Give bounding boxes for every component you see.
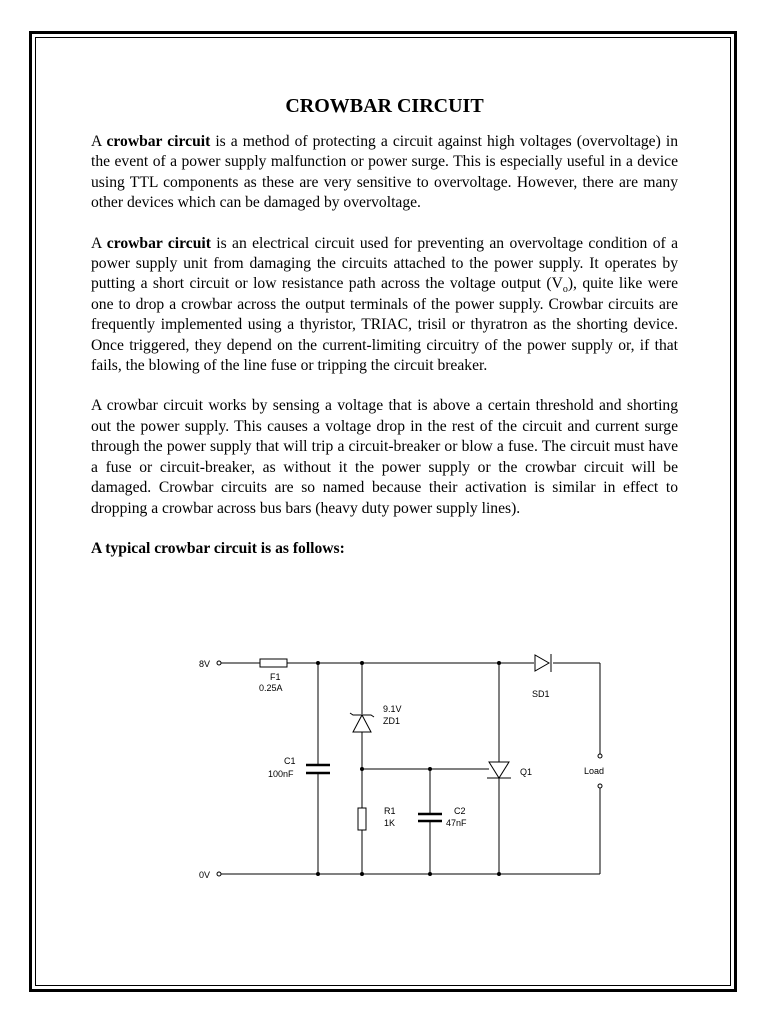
paragraph-3: A crowbar circuit works by sensing a voltage that is above a certain threshold and shorting out the power supply. This causes a voltage drop in the rest of the circuit and current surge through the power supply that will trip a circuit-breaker or blow a fuse. The circuit must have a fuse or circuit-breaker, as without it the power supply or the crowbar circuit will be damaged. Crowbar circuits are so named because their activation is similar in effect to dropping a crowbar across bus bars (heavy duty power supply lines). <box>91 397 678 517</box>
label-c2-name: C2 <box>454 806 466 816</box>
label-zener-value: 9.1V <box>383 704 402 714</box>
junction-dot <box>316 661 320 665</box>
label-0v: 0V <box>199 870 211 880</box>
label-c1-name: C1 <box>284 756 296 766</box>
p1-lead: A <box>91 133 107 150</box>
label-fuse-value: 0.25A <box>259 683 283 693</box>
circuit-caption: A typical crowbar circuit is as follows: <box>91 539 345 557</box>
label-zener-name: ZD1 <box>383 716 401 726</box>
label-r1-name: R1 <box>384 806 396 816</box>
paragraph-2 <box>91 234 678 377</box>
diode-sd1-triangle <box>535 655 549 671</box>
terminal-0v <box>217 872 221 876</box>
p2-subscript: o <box>562 284 568 296</box>
label-c2-value: 47nF <box>446 818 467 828</box>
thyristor-q1-triangle <box>489 762 509 778</box>
terminal-load-top <box>598 754 602 758</box>
page-title: CROWBAR CIRCUIT <box>285 95 484 117</box>
zener-zd1-triangle <box>353 715 371 732</box>
label-fuse-name: F1 <box>270 672 281 682</box>
p2-lead: A <box>91 234 107 252</box>
p1-bold-term: crowbar circuit <box>106 133 211 150</box>
resistor-r1 <box>358 808 366 830</box>
p1-rest: is a method of protecting a circuit against high voltages (overvoltage) in the event of a power supply malfunction or power surge. This is especially useful in a device using TTL components as these are very sensitive to overvoltage. However, there are many other devices which can be damaged by overvoltage. <box>91 133 678 212</box>
label-load: Load <box>584 766 605 776</box>
p2-rest-a: is an electrical circuit used for preventing an overvoltage condition of a power supply unit from damaging the circuits attached to the power supply. It operates by putting a short circuit or low resistance path across the voltage output (V <box>91 234 678 293</box>
junction-dot <box>428 872 432 876</box>
label-c1-value: 100nF <box>268 769 294 779</box>
document-body <box>91 94 678 559</box>
junction-dot <box>360 872 364 876</box>
junction-dot <box>360 661 364 665</box>
label-diode-name: SD1 <box>532 689 550 699</box>
crowbar-circuit-diagram <box>186 642 626 892</box>
junction-dot <box>497 661 501 665</box>
junction-dot <box>497 872 501 876</box>
terminal-8v <box>217 661 221 665</box>
fuse-f1 <box>260 659 287 667</box>
label-r1-value: 1K <box>384 818 396 828</box>
p2-bold-term: crowbar circuit <box>106 234 211 252</box>
label-thyristor-name: Q1 <box>520 767 533 777</box>
label-8v: 8V <box>199 659 211 669</box>
junction-dot <box>360 767 364 771</box>
junction-dot <box>428 767 432 771</box>
junction-dot <box>316 872 320 876</box>
paragraph-1 <box>91 132 678 214</box>
p2-rest-b: ), quite like were one to drop a crowbar across the output terminals of the power supply. Crowbar circuits are frequently implemented using a thyristor, TRIAC, trisil or thyratron as the shorting device. Once triggered, they depend on the current-limiting circuitry of the power supply or, if that fails, the blowing of the line fuse or tripping the circuit breaker. <box>91 275 678 375</box>
terminal-load-bottom <box>598 784 602 788</box>
